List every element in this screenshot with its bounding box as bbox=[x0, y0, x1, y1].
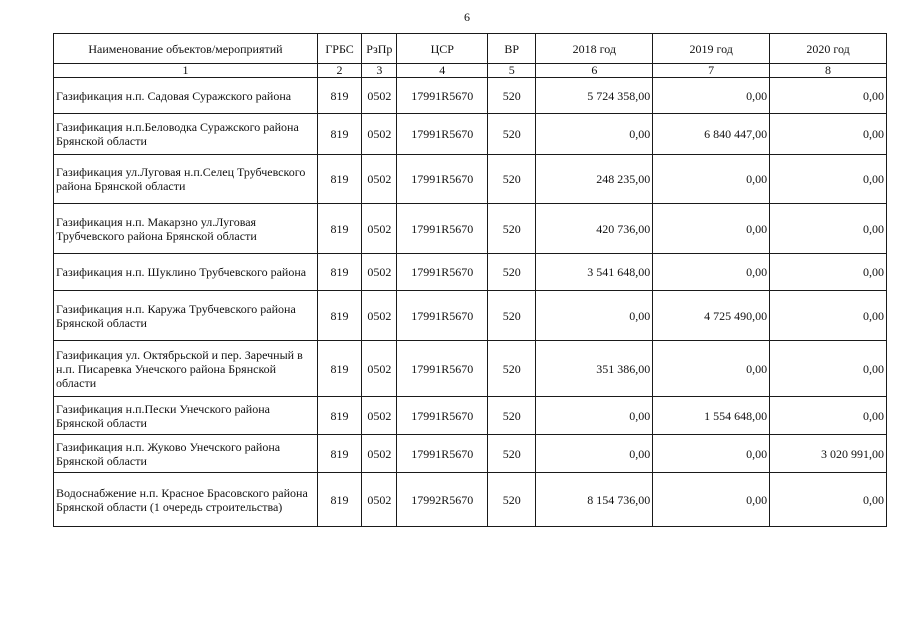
rzpr-cell: 0502 bbox=[362, 397, 397, 435]
rzpr-cell: 0502 bbox=[362, 291, 397, 341]
amount-2020-cell: 0,00 bbox=[770, 291, 887, 341]
amount-2018-cell: 0,00 bbox=[536, 291, 653, 341]
csr-cell: 17991R5670 bbox=[397, 204, 488, 254]
header-name: Наименование объектов/мероприятий bbox=[54, 34, 318, 64]
amount-2019-cell: 6 840 447,00 bbox=[653, 114, 770, 155]
column-number: 6 bbox=[536, 64, 653, 78]
object-name-cell: Газификация н.п.Пески Унечского района Брянской области bbox=[54, 397, 318, 435]
grbs-cell: 819 bbox=[317, 204, 361, 254]
header-vr: ВР bbox=[488, 34, 536, 64]
csr-cell: 17991R5670 bbox=[397, 155, 488, 204]
table-row bbox=[54, 397, 887, 435]
amount-2020-cell: 0,00 bbox=[770, 155, 887, 204]
amount-2018-cell: 0,00 bbox=[536, 435, 653, 473]
object-name-cell: Газификация н.п. Садовая Суражского района bbox=[54, 78, 318, 114]
column-number: 4 bbox=[397, 64, 488, 78]
vr-cell: 520 bbox=[488, 155, 536, 204]
grbs-cell: 819 bbox=[317, 78, 361, 114]
header-2019: 2019 год bbox=[653, 34, 770, 64]
amount-2018-cell: 0,00 bbox=[536, 397, 653, 435]
rzpr-cell: 0502 bbox=[362, 473, 397, 527]
column-number: 3 bbox=[362, 64, 397, 78]
vr-cell: 520 bbox=[488, 78, 536, 114]
amount-2018-cell: 3 541 648,00 bbox=[536, 254, 653, 291]
csr-cell: 17991R5670 bbox=[397, 254, 488, 291]
csr-cell: 17991R5670 bbox=[397, 435, 488, 473]
rzpr-cell: 0502 bbox=[362, 341, 397, 397]
rzpr-cell: 0502 bbox=[362, 155, 397, 204]
amount-2019-cell: 0,00 bbox=[653, 155, 770, 204]
amount-2020-cell: 0,00 bbox=[770, 204, 887, 254]
csr-cell: 17991R5670 bbox=[397, 341, 488, 397]
grbs-cell: 819 bbox=[317, 341, 361, 397]
budget-table bbox=[53, 33, 887, 527]
object-name-cell: Газификация ул.Луговая н.п.Селец Трубчевского района Брянской области bbox=[54, 155, 318, 204]
vr-cell: 520 bbox=[488, 254, 536, 291]
csr-cell: 17991R5670 bbox=[397, 78, 488, 114]
amount-2019-cell: 0,00 bbox=[653, 435, 770, 473]
header-rzpr: РзПр bbox=[362, 34, 397, 64]
csr-cell: 17991R5670 bbox=[397, 291, 488, 341]
table-row bbox=[54, 291, 887, 341]
amount-2018-cell: 0,00 bbox=[536, 114, 653, 155]
rzpr-cell: 0502 bbox=[362, 78, 397, 114]
column-number: 8 bbox=[770, 64, 887, 78]
grbs-cell: 819 bbox=[317, 435, 361, 473]
amount-2020-cell: 0,00 bbox=[770, 78, 887, 114]
table-row bbox=[54, 204, 887, 254]
vr-cell: 520 bbox=[488, 397, 536, 435]
csr-cell: 17992R5670 bbox=[397, 473, 488, 527]
rzpr-cell: 0502 bbox=[362, 204, 397, 254]
object-name-cell: Газификация н.п. Каружа Трубчевского района Брянской области bbox=[54, 291, 318, 341]
header-2020: 2020 год bbox=[770, 34, 887, 64]
amount-2020-cell: 0,00 bbox=[770, 114, 887, 155]
amount-2018-cell: 5 724 358,00 bbox=[536, 78, 653, 114]
column-number: 7 bbox=[653, 64, 770, 78]
column-number: 2 bbox=[317, 64, 361, 78]
grbs-cell: 819 bbox=[317, 291, 361, 341]
grbs-cell: 819 bbox=[317, 397, 361, 435]
table-row bbox=[54, 114, 887, 155]
grbs-cell: 819 bbox=[317, 114, 361, 155]
table-row bbox=[54, 473, 887, 527]
rzpr-cell: 0502 bbox=[362, 435, 397, 473]
amount-2020-cell: 0,00 bbox=[770, 341, 887, 397]
amount-2020-cell: 3 020 991,00 bbox=[770, 435, 887, 473]
amount-2019-cell: 0,00 bbox=[653, 78, 770, 114]
vr-cell: 520 bbox=[488, 435, 536, 473]
object-name-cell: Газификация н.п.Беловодка Суражского района Брянской области bbox=[54, 114, 318, 155]
column-number-row bbox=[54, 64, 887, 78]
header-csr: ЦСР bbox=[397, 34, 488, 64]
amount-2019-cell: 0,00 bbox=[653, 254, 770, 291]
vr-cell: 520 bbox=[488, 291, 536, 341]
amount-2019-cell: 0,00 bbox=[653, 204, 770, 254]
amount-2019-cell: 0,00 bbox=[653, 341, 770, 397]
vr-cell: 520 bbox=[488, 204, 536, 254]
table-row bbox=[54, 155, 887, 204]
object-name-cell: Водоснабжение н.п. Красное Брасовского района Брянской области (1 очередь строительства) bbox=[54, 473, 318, 527]
amount-2020-cell: 0,00 bbox=[770, 397, 887, 435]
table-row bbox=[54, 341, 887, 397]
header-grbs: ГРБС bbox=[317, 34, 361, 64]
amount-2019-cell: 0,00 bbox=[653, 473, 770, 527]
rzpr-cell: 0502 bbox=[362, 254, 397, 291]
vr-cell: 520 bbox=[488, 114, 536, 155]
vr-cell: 520 bbox=[488, 341, 536, 397]
rzpr-cell: 0502 bbox=[362, 114, 397, 155]
table-row bbox=[54, 254, 887, 291]
csr-cell: 17991R5670 bbox=[397, 397, 488, 435]
table-row bbox=[54, 78, 887, 114]
page-number: 6 bbox=[464, 10, 470, 24]
csr-cell: 17991R5670 bbox=[397, 114, 488, 155]
grbs-cell: 819 bbox=[317, 155, 361, 204]
header-2018: 2018 год bbox=[536, 34, 653, 64]
table-row bbox=[54, 435, 887, 473]
amount-2019-cell: 4 725 490,00 bbox=[653, 291, 770, 341]
column-number: 5 bbox=[488, 64, 536, 78]
grbs-cell: 819 bbox=[317, 473, 361, 527]
amount-2018-cell: 351 386,00 bbox=[536, 341, 653, 397]
object-name-cell: Газификация н.п. Жуково Унечского района Брянской области bbox=[54, 435, 318, 473]
column-number: 1 bbox=[54, 64, 318, 78]
amount-2020-cell: 0,00 bbox=[770, 254, 887, 291]
amount-2019-cell: 1 554 648,00 bbox=[653, 397, 770, 435]
object-name-cell: Газификация ул. Октябрьской и пер. Заречный в н.п. Писаревка Унечского района Брянской области bbox=[54, 341, 318, 397]
amount-2020-cell: 0,00 bbox=[770, 473, 887, 527]
object-name-cell: Газификация н.п. Макарзно ул.Луговая Трубчевского района Брянской области bbox=[54, 204, 318, 254]
grbs-cell: 819 bbox=[317, 254, 361, 291]
vr-cell: 520 bbox=[488, 473, 536, 527]
amount-2018-cell: 420 736,00 bbox=[536, 204, 653, 254]
amount-2018-cell: 248 235,00 bbox=[536, 155, 653, 204]
amount-2018-cell: 8 154 736,00 bbox=[536, 473, 653, 527]
table-header-row bbox=[54, 34, 887, 64]
object-name-cell: Газификация н.п. Шуклино Трубчевского района bbox=[54, 254, 318, 291]
